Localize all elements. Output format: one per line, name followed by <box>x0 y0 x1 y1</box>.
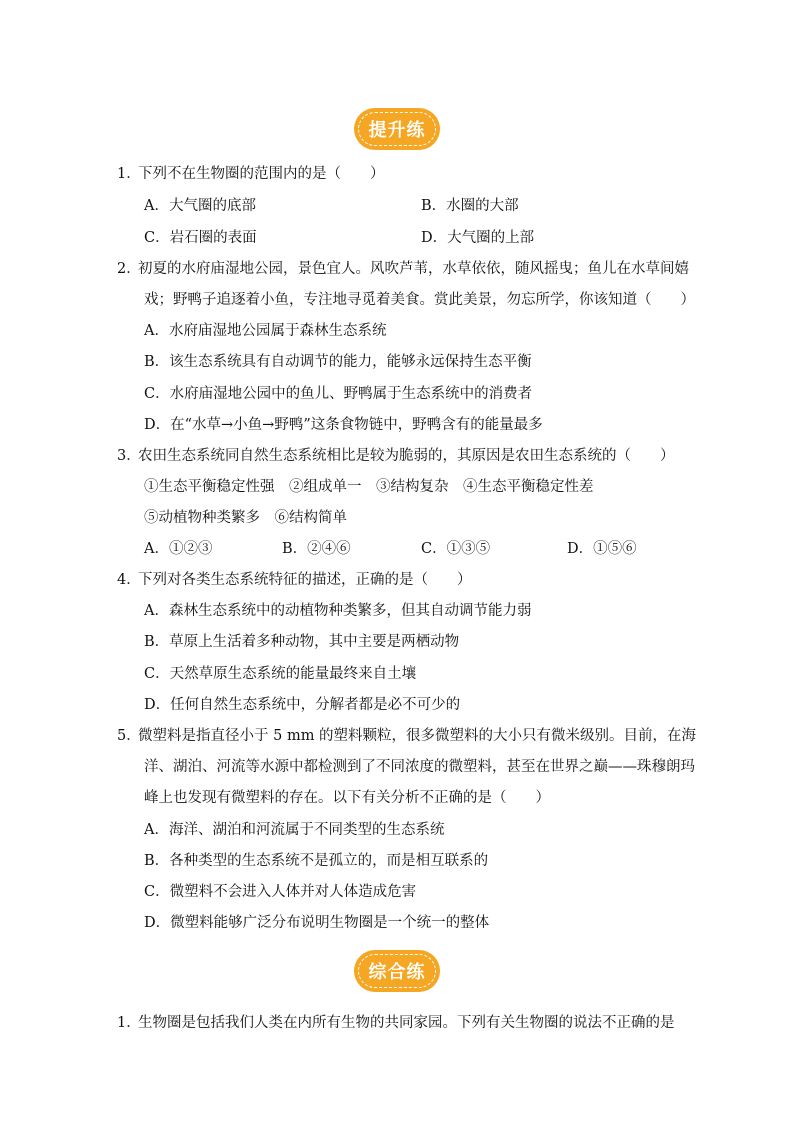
option-c: C．微塑料不会进入人体并对人体造成危害 <box>144 884 417 900</box>
question-stem-line-3: 峰上也发现有微塑料的存在。以下有关分析不正确的是（ ） <box>144 790 550 806</box>
option-b: B．草原上生活着多种动物，其中主要是两栖动物 <box>144 634 460 650</box>
question-stem: 农田生态系统同自然生态系统相比是较为脆弱的，其原因是农田生态系统的（ ） <box>138 448 675 464</box>
question-number: 1． <box>117 1015 141 1031</box>
section-title: 提升练 <box>368 120 426 141</box>
option-d: D．①⑤⑥ <box>567 541 637 557</box>
question-stem: 下列不在生物圈的范围内的是（ ） <box>138 166 385 182</box>
section-badge-tisheng <box>354 108 440 150</box>
statement-list: ①生态平衡稳定性强 ②组成单一 ③结构复杂 ④生态平衡稳定性差 <box>144 479 594 495</box>
option-a: A．大气圈的底部 <box>144 198 256 214</box>
question-stem-line-1: 微塑料是指直径小于 5 mm 的塑料颗粒，很多微塑料的大小只有微米级别。目前，在海 <box>138 728 697 744</box>
question-stem: 生物圈是包括我们人类在内所有生物的共同家园。下列有关生物圈的说法不正确的是 <box>138 1015 675 1031</box>
option-b: B．②④⑥ <box>282 541 351 557</box>
question-number: 3． <box>117 448 141 464</box>
option-a: A．海洋、湖泊和河流属于不同类型的生态系统 <box>144 822 445 838</box>
question-number: 5． <box>117 728 141 744</box>
option-a: A．①②③ <box>144 541 213 557</box>
option-b: B．水圈的大部 <box>421 198 519 214</box>
section-badge-zonghe <box>354 950 440 992</box>
question-stem-line-2: 洋、湖泊、河流等水源中都检测到了不同浓度的微塑料，甚至在世界之巅——珠穆朗玛 <box>144 759 695 775</box>
question-stem-line-2: 戏；野鸭子追逐着小鱼，专注地寻觅着美食。赏此美景，勿忘所学，你该知道（ ） <box>144 292 695 308</box>
option-b: B．该生态系统具有自动调节的能力，能够永远保持生态平衡 <box>144 354 532 370</box>
question-number: 2． <box>117 261 141 277</box>
section-title: 综合练 <box>368 962 426 983</box>
question-number: 4． <box>117 572 141 588</box>
option-b: B．各种类型的生态系统不是孤立的，而是相互联系的 <box>144 853 489 869</box>
option-d: D．在“水草→小鱼→野鸭”这条食物链中，野鸭含有的能量最多 <box>144 417 543 433</box>
option-c: C．天然草原生态系统的能量最终来自土壤 <box>144 666 417 682</box>
option-d: D．微塑料能够广泛分布说明生物圈是一个统一的整体 <box>144 915 490 931</box>
question-number: 1． <box>117 166 141 182</box>
option-c: C．①③⑤ <box>421 541 491 557</box>
option-d: D．大气圈的上部 <box>421 230 535 246</box>
option-c: C．岩石圈的表面 <box>144 230 257 246</box>
statement-list: ⑤动植物种类繁多 ⑥结构简单 <box>144 510 347 526</box>
question-stem: 下列对各类生态系统特征的描述，正确的是（ ） <box>138 572 472 588</box>
option-a: A．水府庙湿地公园属于森林生态系统 <box>144 323 387 339</box>
option-d: D．任何自然生态系统中，分解者都是必不可少的 <box>144 697 461 713</box>
option-a: A．森林生态系统中的动植物种类繁多，但其自动调节能力弱 <box>144 603 532 619</box>
option-c: C．水府庙湿地公园中的鱼儿、野鸭属于生态系统中的消费者 <box>144 386 533 402</box>
question-stem-line-1: 初夏的水府庙湿地公园，景色宜人。风吹芦苇，水草依依，随风摇曳；鱼儿在水草间嬉 <box>138 261 689 277</box>
